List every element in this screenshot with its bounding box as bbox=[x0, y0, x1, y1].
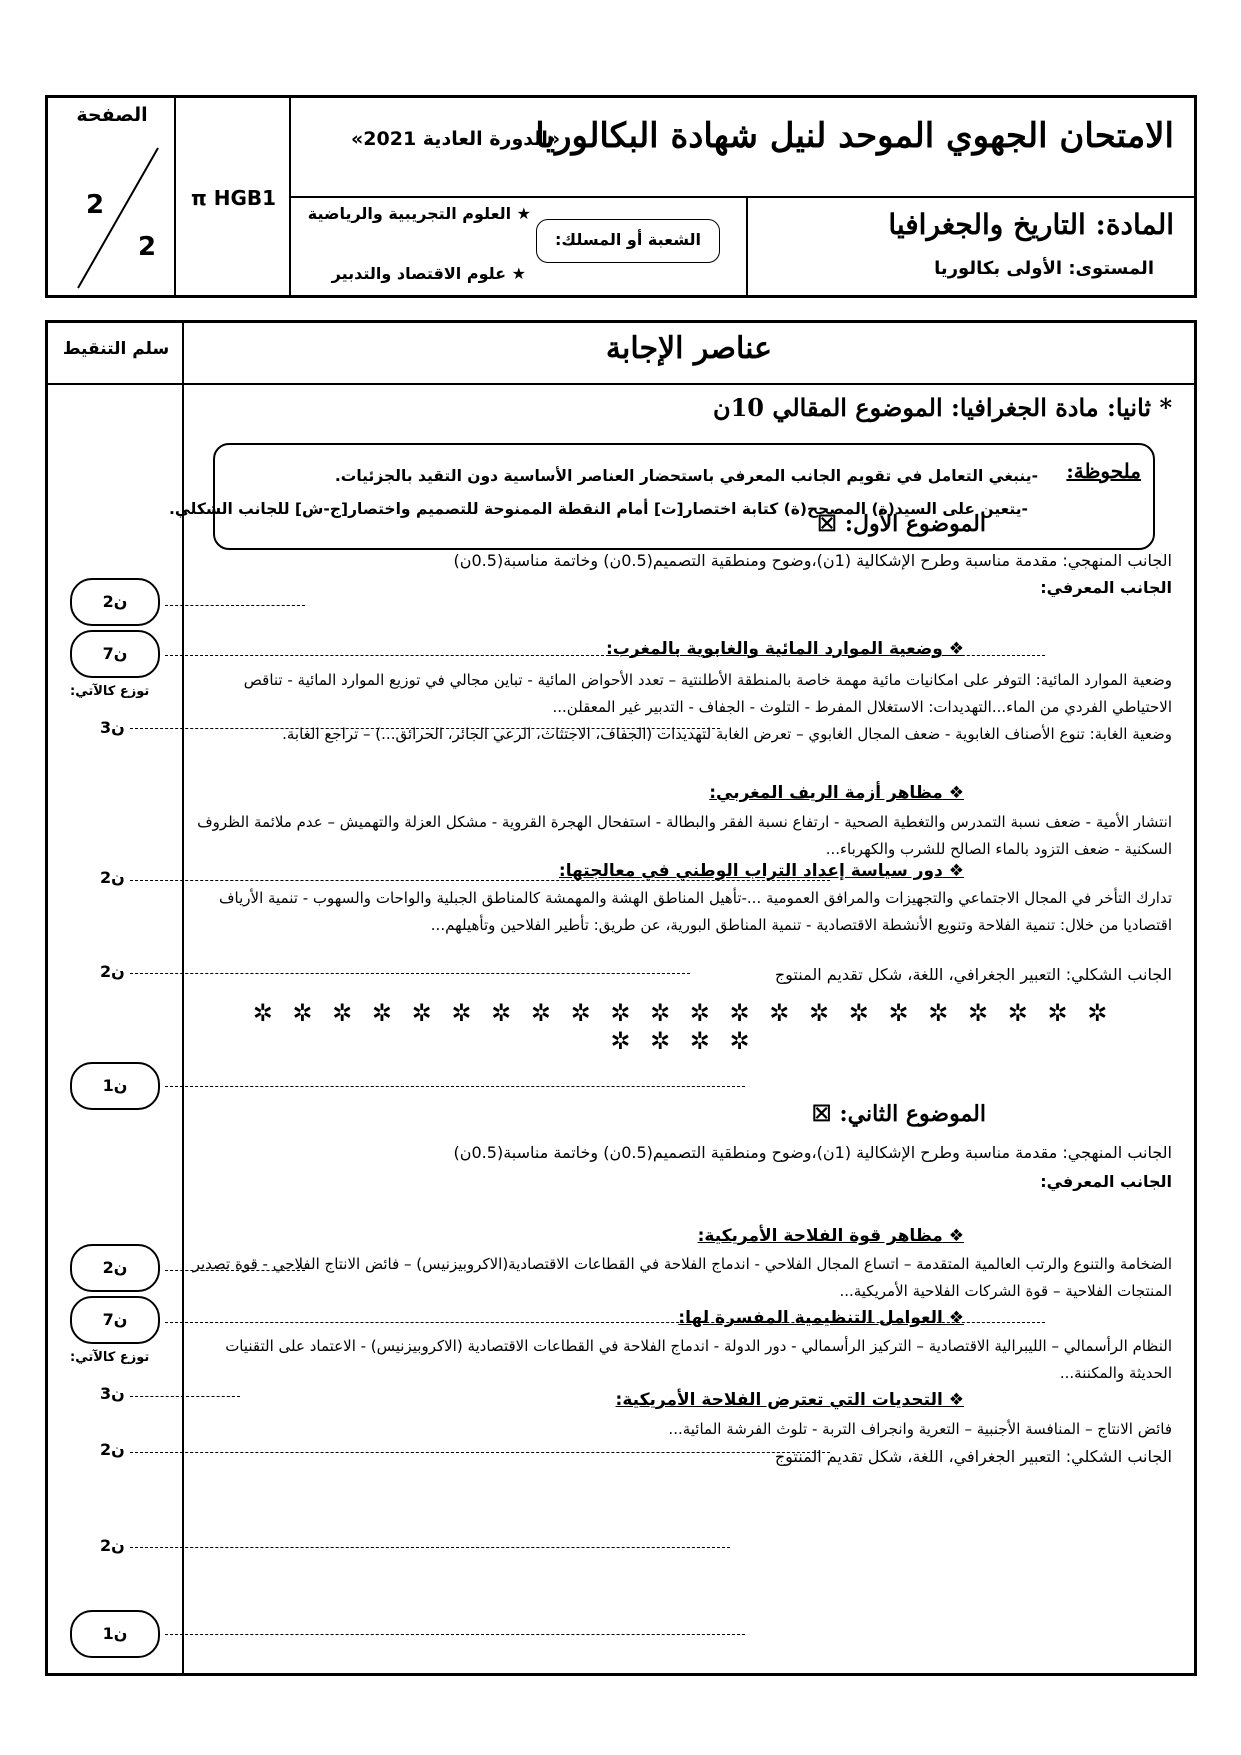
topic-2-form: الجانب الشكلي: التعبير الجغرافي، اللغة، شكل تقديم المنتوج bbox=[774, 1447, 1172, 1466]
topic-1-title: الموضوع الأول: ☒ bbox=[817, 511, 986, 537]
score-t2-section-3: 2ن bbox=[100, 1536, 125, 1555]
exam-session: «الدورة العادية 2021» bbox=[351, 128, 561, 150]
level: المستوى: الأولى بكالوريا bbox=[934, 258, 1154, 279]
track-economics: ★ علوم الاقتصاد والتدبير bbox=[331, 264, 526, 283]
topic-1-method: الجانب المنهجي: مقدمة مناسبة وطرح الإشكالية (1ن)،وضوح ومنطقية التصميم(0.5ن) وخاتمة مناسبة(0.5ن) bbox=[453, 551, 1172, 570]
topic-2-paragraph-3: فائض الانتاج – المنافسة الأجنبية – التعرية وانجراف التربة - تلوث الفرشة المائية... bbox=[668, 1420, 1172, 1438]
page-label: الصفحة bbox=[76, 104, 148, 126]
topic-2-knowledge: الجانب المعرفي: bbox=[1040, 1172, 1172, 1191]
connector-line bbox=[130, 1396, 240, 1397]
exam-code-cell bbox=[176, 98, 291, 295]
score-pill-t2-knowledge: 7ن bbox=[70, 1296, 160, 1344]
ornament-divider: ✲ ✲ ✲ ✲ ✲ ✲ ✲ ✲ ✲ ✲ ✲ ✲ ✲ ✲ ✲ ✲ ✲ ✲ ✲ ✲ ✲ ✲ ✲ ✲ ✲ ✲ bbox=[252, 999, 1114, 1055]
connector-line bbox=[165, 1322, 1045, 1323]
score-pill-t2-method: 2ن bbox=[70, 1244, 160, 1292]
topic-2-heading-2: ❖ العوامل التنظيمية المفسرة لها: bbox=[678, 1308, 964, 1328]
page-diagonal-icon bbox=[48, 138, 176, 295]
t1-distribution-label: توزع كالآتي: bbox=[70, 684, 150, 699]
note-label: ملحوظة: bbox=[1066, 459, 1141, 483]
page-total: 2 bbox=[138, 232, 157, 262]
topic-2-title: الموضوع الثاني: ☒ bbox=[812, 1101, 986, 1127]
score-pill-t2-form: 1ن bbox=[70, 1610, 160, 1658]
header-main bbox=[291, 98, 1194, 295]
topic-2-method: الجانب المنهجي: مقدمة مناسبة وطرح الإشكالية (1ن)،وضوح ومنطقية التصميم(0.5ن) وخاتمة مناسبة(0.5ن) bbox=[453, 1143, 1172, 1162]
score-t2-section-1: 3ن bbox=[100, 1384, 125, 1403]
topic-1-paragraph-2: وضعية الغابة: تنوع الأصناف الغابوية - ضعف المجال الغابوي – تعرض الغابة لتهديدات (الجفاف، الاجتثاث، الرعي الجائر، الحرائق...) – تراجع الغابة. bbox=[282, 725, 1172, 743]
connector-line bbox=[165, 605, 305, 606]
note-box bbox=[168, 443, 1155, 550]
connector-line bbox=[130, 1547, 730, 1548]
grading-column-title: سلم التنقيط bbox=[62, 339, 170, 359]
topic-1-heading-3: ❖ دور سياسة إعداد التراب الوطني في معالجتها: bbox=[559, 861, 964, 881]
topic-1-form: الجانب الشكلي: التعبير الجغرافي، اللغة، شكل تقديم المنتوج bbox=[774, 965, 1172, 984]
topic-1-paragraph-4: تدارك التأخر في المجال الاجتماعي والتجهيزات والمرافق العمومية ...-تأهيل المناطق الهشة والمهمشة كالمناطق الجبلية والواحات والسهوب - تنمية الأرياف اقتصاديا من خلال: تنمية الفلاحة وتنويع الأنشطة الاقتصادية - تنمية المناطق البورية، عن طريق: تأطير الفلاحين وتأهيلهم... bbox=[218, 889, 1172, 934]
score-t2-section-2: 2ن bbox=[100, 1440, 125, 1459]
header-vertical-divider bbox=[746, 196, 748, 295]
answer-box bbox=[45, 320, 1197, 1676]
score-t1-section-2: 2ن bbox=[100, 868, 125, 887]
topic-2-heading-3: ❖ التحديات التي تعترض الفلاحة الأمريكية: bbox=[616, 1390, 964, 1410]
subject: المادة: التاريخ والجغرافيا bbox=[888, 208, 1174, 241]
connector-line bbox=[165, 1634, 745, 1635]
score-t1-section-3: 2ن bbox=[100, 962, 125, 981]
score-pill-t1-knowledge: 7ن bbox=[70, 630, 160, 678]
connector-line bbox=[130, 973, 690, 974]
score-pill-t1-form: 1ن bbox=[70, 1062, 160, 1110]
topic-2-paragraph-1: الضخامة والتنوع والرتب العالمية المتقدمة – اتساع المجال الفلاحي - اندماج الفلاحة في القطاعات الاقتصادية(الاكروبيزنيس) – فائض الانتاج الفلاحي - قوة تصدير المنتجات الفلاحية – قوة الشركات الفلاحية الأمريكية... bbox=[192, 1255, 1172, 1300]
connector-line bbox=[130, 880, 830, 881]
answer-elements-title: عناصر الإجابة bbox=[605, 331, 773, 366]
exam-header bbox=[45, 95, 1197, 298]
section-title: * ثانيا: مادة الجغرافيا: الموضوع المقالي 10ن bbox=[712, 393, 1172, 422]
topic-2-paragraph-2: النظام الرأسمالي – الليبرالية الاقتصادية – التركيز الرأسمالي - دور الدولة - اندماج الفلاحة في القطاعات الاقتصادية (الاكروبيزنيس) - الاعتماد على التقنيات الحديثة والمكننة... bbox=[225, 1337, 1172, 1382]
exam-title: الامتحان الجهوي الموحد لنيل شهادة البكالوريا bbox=[535, 116, 1174, 156]
topic-1-paragraph-1: وضعية الموارد المائية: التوفر على امكانيات مائية مهمة خاصة بالمنطقة الأطلنتية – تعدد الأحواض المائية - تباين مجالي في توزيع الموارد المائية - تناقص الاحتياطي الفردي من الماء...التهديدات: الاستغلال المفرط - التلوث - الجفاف - التدبير غير المعقلن... bbox=[243, 671, 1172, 716]
topic-1-heading-2: ❖ مظاهر أزمة الريف المغربي: bbox=[709, 783, 964, 803]
note-line-1: -ينبغي التعامل في تقويم الجانب المعرفي باستحضار العناصر الأساسية دون التقيد بالجزئيات. bbox=[334, 467, 1038, 485]
connector-line bbox=[130, 728, 720, 729]
topic-1-paragraph-3: انتشار الأمية - ضعف نسبة التمدرس والتغطية الصحية - ارتفاع نسبة الفقر والبطالة - استفحال الهجرة القروية - مشكل العزلة والتهميش – عدم ملائمة الظروف السكنية - ضعف التزود بالماء الصالح للشرب والكهرباء... bbox=[197, 813, 1172, 858]
page-current: 2 bbox=[86, 190, 105, 220]
note-line-2: -يتعين على السيد(ة) المصحح(ة) كتابة اختصار[ت] أمام النقطة الممنوحة للتصميم واختصار[ج-ش] للجانب الشكلي. bbox=[168, 500, 1028, 518]
connector-line bbox=[130, 1452, 830, 1453]
connector-line bbox=[165, 1270, 305, 1271]
exam-code: π HGB1 bbox=[190, 186, 277, 210]
header-divider bbox=[291, 196, 1194, 198]
topic-1-heading-1: ❖ وضعية الموارد المائية والغابوية بالمغرب: bbox=[606, 639, 964, 659]
topic-1-knowledge: الجانب المعرفي: bbox=[1040, 578, 1172, 597]
score-t1-section-1: 3ن bbox=[100, 718, 125, 737]
t2-distribution-label: توزع كالآتي: bbox=[70, 1350, 150, 1365]
connector-line bbox=[165, 655, 1045, 656]
connector-line bbox=[165, 1086, 745, 1087]
grading-column bbox=[48, 323, 184, 1673]
header-rule bbox=[48, 383, 1194, 385]
page-number-cell bbox=[48, 98, 176, 295]
topic-2-heading-1: ❖ مظاهر قوة الفلاحة الأمريكية: bbox=[698, 1226, 964, 1246]
track-sciences: ★ العلوم التجريبية والرياضية bbox=[307, 204, 531, 223]
score-pill-t1-method: 2ن bbox=[70, 578, 160, 626]
branch-label: الشعبة أو المسلك: bbox=[536, 219, 720, 263]
